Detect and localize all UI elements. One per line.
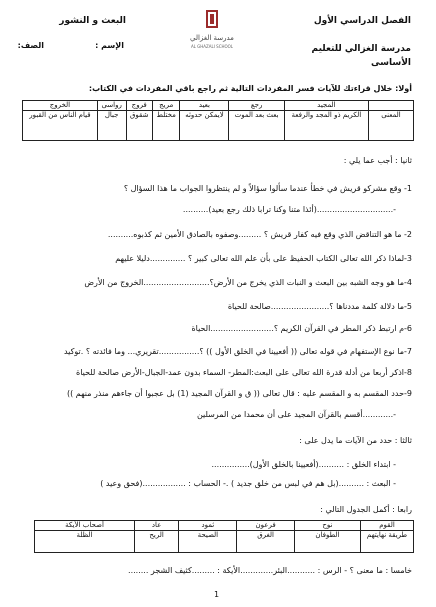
question-6: 6-م ارتبط ذكر المطر في القرآن الكريم ؟.........................الحياة [191,324,412,333]
people-cell: القوم [361,521,414,531]
ending-cell: الغرق [237,531,294,553]
school-name-line2: الأساسى [371,58,411,68]
question-9: 9-حدد المقسم به و المقسم عليه : قال تعالى (( ق و القرآن المجيد (1) بل عجبوا أن جاءهم منذر منهم )) [66,389,412,398]
question-5: 5-ما دلالة كلمة مددناها ؟.......................صالحة للحياة [227,302,412,311]
section5-line: خامسا : ما معنى ؟ - الرس : ...........البئر.............الأيكة : .........كثيف الشجر ........ [128,566,412,575]
vocab-word: بعيد [180,101,229,111]
school-logo [182,8,242,60]
svg-text:مدرسة الغزالي: مدرسة الغزالي [190,34,234,42]
vocab-meaning-row [23,111,414,141]
ending-cell: الريح [134,531,178,553]
people-cell: فرعون [237,521,294,531]
section3-title: ثالثا : حدد من الآيات ما يدل على : [299,436,412,445]
vocab-row-head [369,101,414,111]
vocab-meaning: بعث بعد الموت [229,111,284,141]
people-cell: نوح [294,521,360,531]
vocab-meaning: الكريم ذو المجد والرفعة [284,111,368,141]
question-7: 7-ما نوع الإستفهام في قوله تعالى (( أفعيينا في الخلق الأول )) ؟................تقريري... وما فائدته ؟ .توكيد [63,347,412,356]
ending-cell: الظلة [35,531,135,553]
page-number: 1 [214,590,220,599]
class-label: الصف: [17,41,44,50]
answer-1: -..............................(أئذا متنا وكنا ترابا ذلك رجع بعيد).......... [182,205,396,214]
lesson-title: البعث و النشور [59,16,126,26]
ending-cell: طريقة نهايتهم [361,531,414,553]
section2-title: ثانيا : أجب عما يلي : [343,156,412,165]
ending-cell: الصيحة [179,531,237,553]
answer-9: -............أقسم بالقرآن المجيد على أن محمدا من المرسلين [196,410,396,419]
section3-item-2: - البعث : ..........(بل هم في لبس من خلق جديد ) .- الحساب : .................(فحق وعيد ) [100,479,396,488]
question-3: 3-لماذا ذكر الله تعالى الكتاب الحفيظ على بأن علم الله تعالى كبير ؟ ..............دليلا عليهم [115,254,412,263]
section1-title: أولا: خلال قراءتك للآيات فسر المفردات التالية ثم راجع باقي المفردات في الكتاب: [88,84,412,93]
people-cell: ثمود [179,521,237,531]
vocab-row-head: المعنى [369,111,414,141]
vocab-meaning: مختلط [152,111,179,141]
vocab-meaning: جبال [97,111,126,141]
school-name: مدرسة الغزالي للتعليم [311,44,411,54]
ending-cell: الطوفان [294,531,360,553]
vocab-meaning: شقوق [126,111,152,141]
vocab-table [22,100,414,141]
question-8: 8-اذكر أربعا من أدلة قدرة الله تعالى على البعث:المطر- السماء بدون عمد-الجبال-الأرض صالحة للحياة [76,368,412,377]
vocab-meaning: لايمكن حدوثه [180,111,229,141]
vocab-word: مريج [152,101,179,111]
vocab-word: الخروج [23,101,98,111]
term-title: الفصل الدراسي الأول [313,16,411,26]
question-4: 4-ما هو وجه الشبه بين البعث و النبات الذي يخرج من الأرض؟..........................الخروج من الأرض [84,278,412,287]
vocab-word: رجع [229,101,284,111]
vocab-meaning: قيام الناس من القبور [23,111,98,141]
endings-row [35,531,414,553]
section3-item-1: - ابتداء الخلق : ..........(أفعيينا بالخلق الأول)............... [211,460,396,469]
svg-text:AL GHAZALI SCHOOL: AL GHAZALI SCHOOL [190,44,234,49]
vocab-word: فروج [126,101,152,111]
peoples-table [34,520,414,553]
question-2: 2- ما هو التناقض الذي وقع فيه كفار قريش ؟ .........وصفوه بالصادق الأمين ثم كذبوه.......... [107,230,412,239]
people-cell: عاد [134,521,178,531]
peoples-row [35,521,414,531]
vocab-word: المجيد [284,101,368,111]
vocab-word: رواسى [97,101,126,111]
vocab-word-row [23,101,414,111]
people-cell: أصحاب الأيكة [35,521,135,531]
question-1: 1- وقع مشركو قريش في خطأ عندما سألوا سؤالاً و لم ينتظروا الجواب ما هذا السؤال ؟ [123,184,412,193]
name-label: الإسم : [95,41,124,50]
section4-title: رابعا : أكمل الجدول التالي : [320,505,412,514]
